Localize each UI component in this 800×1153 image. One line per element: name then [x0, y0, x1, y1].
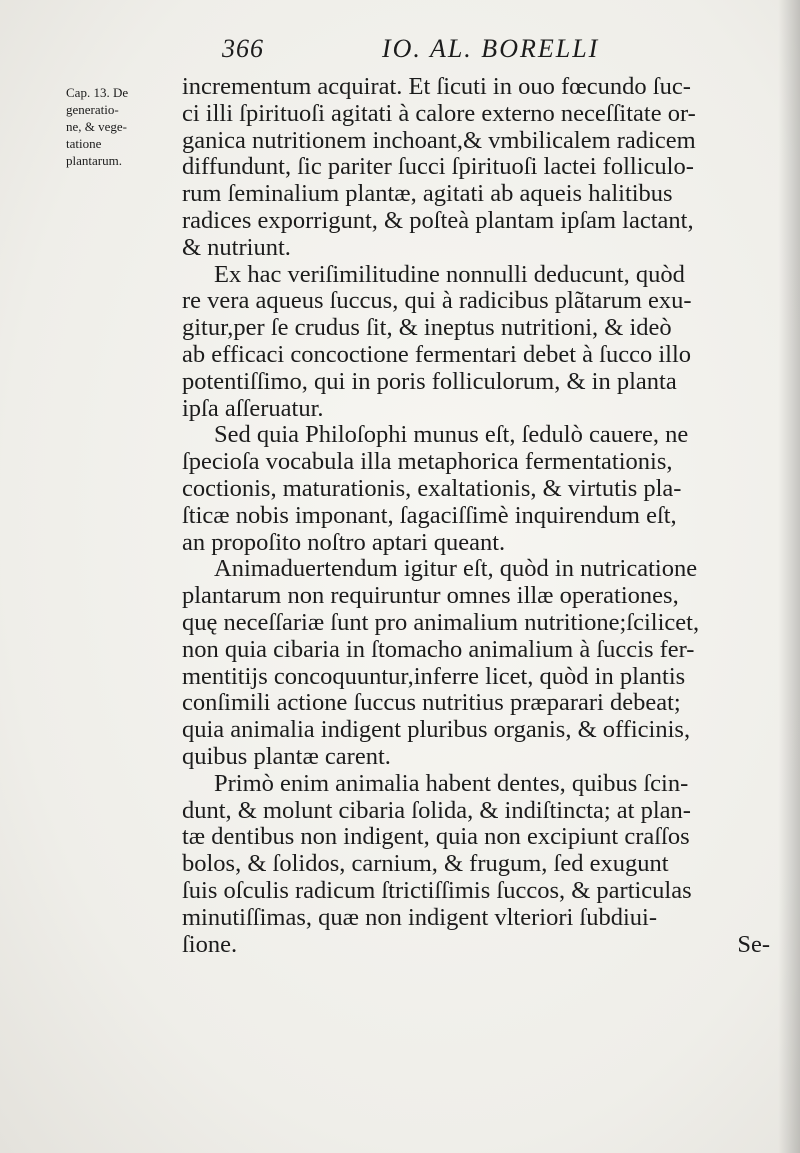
- marginal-note-line: plantarum.: [66, 153, 122, 168]
- text-line: ſuis oſculis radicum ſtrictiſſimis ſuccos, & particulas: [182, 876, 692, 904]
- marginal-note-line: generatio-: [66, 102, 119, 117]
- text-line: minutiſſimas, quæ non indigent vlteriori ſubdiui-: [182, 903, 657, 931]
- text-line: ſpecioſa vocabula illa metaphorica fermentationis,: [182, 448, 673, 476]
- running-title: IO. AL. BORELLI: [382, 34, 600, 63]
- text-line: conſimili actione ſuccus nutritius præparari debeat;: [182, 689, 681, 717]
- marginal-note-line: ne, & vege-: [66, 119, 128, 134]
- paragraph-start-line: Ex hac veriſimilitudine nonnulli deducunt, quòd: [214, 260, 685, 288]
- text-line: ci illi ſpirituoſi agitati à calore externo neceſſitate or-: [182, 99, 696, 127]
- text-line: rum ſeminalium plantæ, agitati ab aqueis halitibus: [182, 180, 673, 208]
- paragraph-start-line: Primò enim animalia habent dentes, quibus ſcin-: [214, 769, 689, 797]
- text-line: non quia cibaria in ſtomacho animalium à ſuccis fer-: [182, 635, 695, 663]
- text-line: bolos, & ſolidos, carnium, & frugum, ſed exugunt: [182, 850, 669, 878]
- running-header: [222, 34, 722, 74]
- text-line: ganica nutritionem inchoant,& vmbilicalem radicem: [182, 126, 696, 154]
- text-line: coctionis, maturationis, exaltationis, & virtutis pla-: [182, 474, 682, 502]
- text-line: diffundunt, ſic pariter ſucci ſpirituoſi lactei folliculo-: [182, 153, 694, 181]
- text-line: tæ dentibus non indigent, quia non excipiunt craſſos: [182, 823, 690, 851]
- paragraph-start-line: Animaduertendum igitur eſt, quòd in nutricatione: [214, 555, 698, 583]
- text-line: ab efficaci concoctione fermentari debet à ſucco illo: [182, 340, 692, 368]
- text-line: ipſa aſſeruatur.: [182, 394, 324, 422]
- marginal-note: [66, 84, 186, 169]
- text-line: ſticæ nobis imponant, ſagaciſſimè inquirendum eſt,: [182, 501, 677, 529]
- text-line: radices exporrigunt, & poſteà plantam ipſam lactant,: [182, 206, 694, 234]
- text-line: gitur,per ſe crudus ſit, & ineptus nutritioni, & ideò: [182, 314, 672, 342]
- text-line: plantarum non requiruntur omnes illæ operationes,: [182, 582, 679, 610]
- text-line: an propoſito noſtro aptari queant.: [182, 528, 506, 556]
- page-edge-shadow: [778, 0, 800, 1153]
- marginal-note-line: tatione: [66, 136, 102, 151]
- marginal-note-line: Cap. 13. De: [66, 85, 129, 100]
- body-text: [182, 74, 770, 958]
- text-line: re vera aqueus ſuccus, qui à radicibus plãtarum exu-: [182, 287, 692, 315]
- catchword: Se-: [737, 930, 770, 958]
- text-line: quibus plantæ carent.: [182, 742, 391, 770]
- text-line: mentitijs concoquuntur,inferre licet, quòd in plantis: [182, 662, 686, 690]
- text-line: quę neceſſariæ ſunt pro animalium nutritione;ſcilicet,: [182, 608, 700, 636]
- text-line: ſione.: [182, 930, 238, 958]
- text-line: & nutriunt.: [182, 233, 291, 261]
- text-line: potentiſſimo, qui in poris folliculorum, & in planta: [182, 367, 677, 395]
- paragraph-start-line: Sed quia Philoſophi munus eſt, ſedulò cauere, ne: [214, 421, 689, 449]
- text-line: dunt, & molunt cibaria ſolida, & indiſtincta; at plan-: [182, 796, 691, 824]
- text-line: incrementum acquirat. Et ſicuti in ouo fœcundo ſuc-: [182, 73, 691, 100]
- last-line-row: [182, 932, 770, 959]
- text-line: quia animalia indigent pluribus organis, & officinis,: [182, 716, 691, 744]
- page-number: 366: [222, 34, 264, 63]
